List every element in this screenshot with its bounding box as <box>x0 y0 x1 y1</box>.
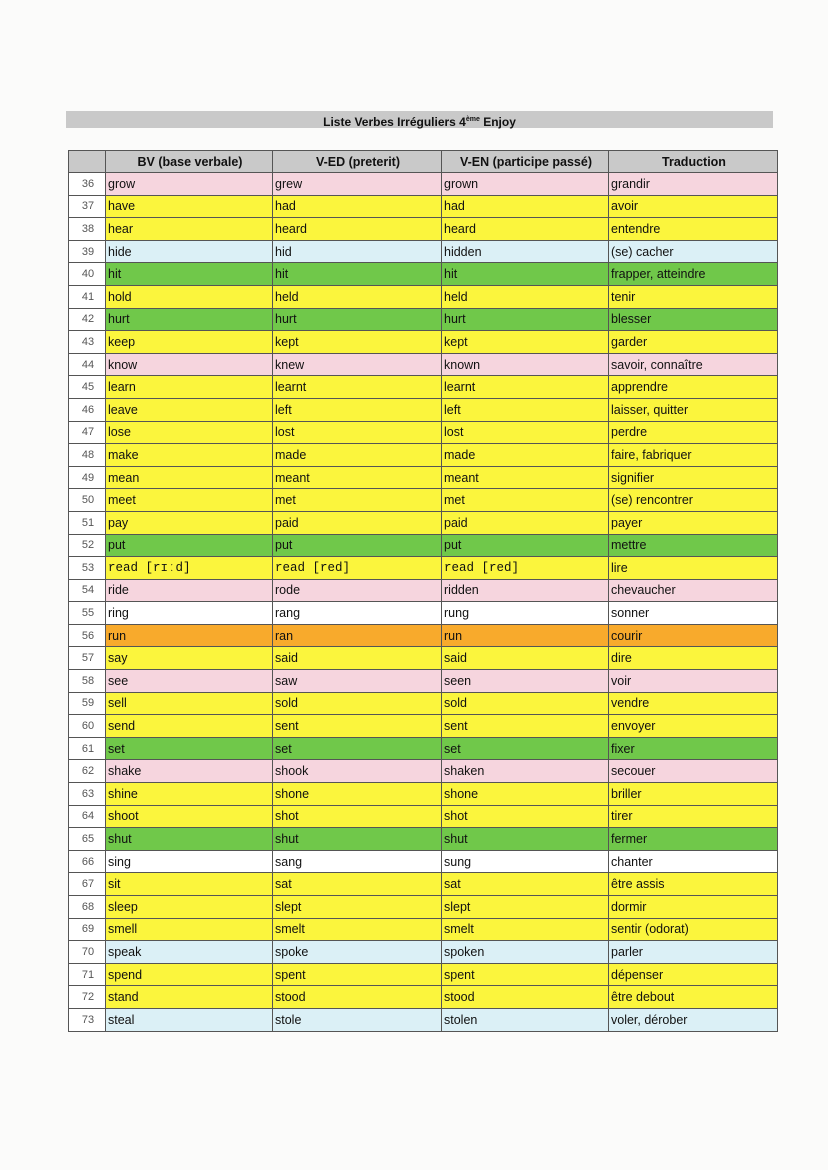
base-verb-cell: hold <box>106 285 273 308</box>
base-verb-cell: sell <box>106 692 273 715</box>
preterit-cell: rode <box>273 579 442 602</box>
base-verb-cell: hear <box>106 218 273 241</box>
past-participle-cell: shut <box>442 828 609 851</box>
base-verb-cell: speak <box>106 941 273 964</box>
past-participle-cell: said <box>442 647 609 670</box>
translation-cell: voir <box>609 670 778 693</box>
translation-cell: blesser <box>609 308 778 331</box>
row-number: 49 <box>69 466 106 489</box>
base-verb-cell: sing <box>106 850 273 873</box>
preterit-cell: hit <box>273 263 442 286</box>
base-verb-cell: meet <box>106 489 273 512</box>
past-participle-cell: learnt <box>442 376 609 399</box>
base-verb-cell: see <box>106 670 273 693</box>
translation-cell: frapper, atteindre <box>609 263 778 286</box>
base-verb-cell: ring <box>106 602 273 625</box>
preterit-cell: put <box>273 534 442 557</box>
title-suffix: Enjoy <box>479 115 516 129</box>
translation-cell: entendre <box>609 218 778 241</box>
past-participle-cell: paid <box>442 511 609 534</box>
past-participle-cell: sung <box>442 850 609 873</box>
table-row <box>69 218 778 241</box>
preterit-cell: learnt <box>273 376 442 399</box>
table-row <box>69 828 778 851</box>
row-number: 41 <box>69 285 106 308</box>
table-row <box>69 986 778 1009</box>
preterit-cell: slept <box>273 896 442 919</box>
past-participle-cell: grown <box>442 173 609 196</box>
base-verb-cell: shoot <box>106 805 273 828</box>
preterit-cell: shook <box>273 760 442 783</box>
past-participle-cell: shot <box>442 805 609 828</box>
translation-cell: lire <box>609 557 778 580</box>
preterit-cell: shot <box>273 805 442 828</box>
translation-cell: chanter <box>609 850 778 873</box>
translation-cell: fermer <box>609 828 778 851</box>
preterit-cell: left <box>273 398 442 421</box>
table-row <box>69 466 778 489</box>
row-number: 59 <box>69 692 106 715</box>
translation-cell: grandir <box>609 173 778 196</box>
row-number: 71 <box>69 963 106 986</box>
base-verb-cell: ride <box>106 579 273 602</box>
base-verb-cell: say <box>106 647 273 670</box>
translation-cell: (se) cacher <box>609 240 778 263</box>
table-row <box>69 444 778 467</box>
table-row <box>69 873 778 896</box>
table-row <box>69 579 778 602</box>
row-number: 73 <box>69 1008 106 1031</box>
table-row <box>69 489 778 512</box>
past-participle-cell: left <box>442 398 609 421</box>
row-number: 63 <box>69 783 106 806</box>
translation-cell: garder <box>609 331 778 354</box>
preterit-cell: made <box>273 444 442 467</box>
past-participle-cell: stolen <box>442 1008 609 1031</box>
table-row <box>69 805 778 828</box>
translation-cell: dormir <box>609 896 778 919</box>
preterit-cell: had <box>273 195 442 218</box>
row-number: 42 <box>69 308 106 331</box>
row-number: 55 <box>69 602 106 625</box>
base-verb-cell: steal <box>106 1008 273 1031</box>
past-participle-cell: sold <box>442 692 609 715</box>
row-number: 39 <box>69 240 106 263</box>
base-verb-cell: put <box>106 534 273 557</box>
row-number: 57 <box>69 647 106 670</box>
translation-cell: secouer <box>609 760 778 783</box>
past-participle-cell: heard <box>442 218 609 241</box>
translation-cell: parler <box>609 941 778 964</box>
translation-cell: (se) rencontrer <box>609 489 778 512</box>
translation-cell: fixer <box>609 737 778 760</box>
preterit-cell: said <box>273 647 442 670</box>
header-past-participle: V-EN (participe passé) <box>442 151 609 173</box>
table-row <box>69 240 778 263</box>
past-participle-cell: stood <box>442 986 609 1009</box>
header-number <box>69 151 106 173</box>
past-participle-cell: meant <box>442 466 609 489</box>
translation-cell: voler, dérober <box>609 1008 778 1031</box>
base-verb-cell: hit <box>106 263 273 286</box>
past-participle-cell: seen <box>442 670 609 693</box>
title-superscript: ème <box>465 116 480 123</box>
past-participle-cell: kept <box>442 331 609 354</box>
preterit-cell: sat <box>273 873 442 896</box>
table-row <box>69 647 778 670</box>
row-number: 40 <box>69 263 106 286</box>
base-verb-cell: shine <box>106 783 273 806</box>
past-participle-cell: hurt <box>442 308 609 331</box>
page-title <box>66 111 773 128</box>
row-number: 64 <box>69 805 106 828</box>
past-participle-cell: put <box>442 534 609 557</box>
past-participle-cell: hit <box>442 263 609 286</box>
table-row <box>69 941 778 964</box>
base-verb-cell: hurt <box>106 308 273 331</box>
header-base-verb: BV (base verbale) <box>106 151 273 173</box>
past-participle-cell: ridden <box>442 579 609 602</box>
preterit-cell: paid <box>273 511 442 534</box>
translation-cell: vendre <box>609 692 778 715</box>
base-verb-cell: make <box>106 444 273 467</box>
row-number: 48 <box>69 444 106 467</box>
translation-cell: faire, fabriquer <box>609 444 778 467</box>
past-participle-cell: lost <box>442 421 609 444</box>
base-verb-cell: spend <box>106 963 273 986</box>
preterit-cell: sold <box>273 692 442 715</box>
past-participle-cell: shaken <box>442 760 609 783</box>
past-participle-cell: spoken <box>442 941 609 964</box>
translation-cell: apprendre <box>609 376 778 399</box>
past-participle-cell: held <box>442 285 609 308</box>
preterit-cell: heard <box>273 218 442 241</box>
table-row <box>69 421 778 444</box>
base-verb-cell: hide <box>106 240 273 263</box>
row-number: 61 <box>69 737 106 760</box>
preterit-cell: spoke <box>273 941 442 964</box>
translation-cell: avoir <box>609 195 778 218</box>
table-row <box>69 557 778 580</box>
past-participle-cell: known <box>442 353 609 376</box>
row-number: 52 <box>69 534 106 557</box>
row-number: 37 <box>69 195 106 218</box>
past-participle-cell: had <box>442 195 609 218</box>
row-number: 45 <box>69 376 106 399</box>
preterit-cell: shone <box>273 783 442 806</box>
base-verb-cell: shut <box>106 828 273 851</box>
table-row <box>69 918 778 941</box>
past-participle-cell: run <box>442 624 609 647</box>
base-verb-cell: smell <box>106 918 273 941</box>
past-participle-cell: spent <box>442 963 609 986</box>
table-header-row <box>69 151 778 173</box>
translation-cell: envoyer <box>609 715 778 738</box>
table-row <box>69 195 778 218</box>
preterit-cell: read [red] <box>273 557 442 580</box>
preterit-cell: kept <box>273 331 442 354</box>
row-number: 69 <box>69 918 106 941</box>
preterit-cell: hurt <box>273 308 442 331</box>
preterit-cell: meant <box>273 466 442 489</box>
translation-cell: chevaucher <box>609 579 778 602</box>
table-row <box>69 850 778 873</box>
table-row <box>69 737 778 760</box>
preterit-cell: hid <box>273 240 442 263</box>
table-row <box>69 1008 778 1031</box>
table-row <box>69 511 778 534</box>
translation-cell: laisser, quitter <box>609 398 778 421</box>
table-row <box>69 963 778 986</box>
table-row <box>69 760 778 783</box>
base-verb-cell: lose <box>106 421 273 444</box>
row-number: 60 <box>69 715 106 738</box>
past-participle-cell: made <box>442 444 609 467</box>
row-number: 68 <box>69 896 106 919</box>
preterit-cell: spent <box>273 963 442 986</box>
past-participle-cell: read [red] <box>442 557 609 580</box>
past-participle-cell: hidden <box>442 240 609 263</box>
preterit-cell: knew <box>273 353 442 376</box>
base-verb-cell: stand <box>106 986 273 1009</box>
translation-cell: tenir <box>609 285 778 308</box>
base-verb-cell: shake <box>106 760 273 783</box>
row-number: 50 <box>69 489 106 512</box>
table-row <box>69 173 778 196</box>
irregular-verbs-table <box>68 150 778 1032</box>
preterit-cell: held <box>273 285 442 308</box>
table-row <box>69 534 778 557</box>
base-verb-cell: sit <box>106 873 273 896</box>
preterit-cell: smelt <box>273 918 442 941</box>
row-number: 70 <box>69 941 106 964</box>
row-number: 46 <box>69 398 106 421</box>
past-participle-cell: smelt <box>442 918 609 941</box>
past-participle-cell: sent <box>442 715 609 738</box>
base-verb-cell: set <box>106 737 273 760</box>
row-number: 38 <box>69 218 106 241</box>
translation-cell: savoir, connaître <box>609 353 778 376</box>
base-verb-cell: pay <box>106 511 273 534</box>
base-verb-cell: know <box>106 353 273 376</box>
table-row <box>69 285 778 308</box>
past-participle-cell: met <box>442 489 609 512</box>
preterit-cell: ran <box>273 624 442 647</box>
translation-cell: dépenser <box>609 963 778 986</box>
preterit-cell: shut <box>273 828 442 851</box>
header-translation: Traduction <box>609 151 778 173</box>
translation-cell: signifier <box>609 466 778 489</box>
preterit-cell: lost <box>273 421 442 444</box>
translation-cell: sonner <box>609 602 778 625</box>
preterit-cell: rang <box>273 602 442 625</box>
table-row <box>69 331 778 354</box>
translation-cell: briller <box>609 783 778 806</box>
table-row <box>69 263 778 286</box>
base-verb-cell: mean <box>106 466 273 489</box>
row-number: 72 <box>69 986 106 1009</box>
base-verb-cell: learn <box>106 376 273 399</box>
table-row <box>69 670 778 693</box>
base-verb-cell: read [rɪːd] <box>106 557 273 580</box>
row-number: 53 <box>69 557 106 580</box>
row-number: 36 <box>69 173 106 196</box>
row-number: 51 <box>69 511 106 534</box>
base-verb-cell: run <box>106 624 273 647</box>
past-participle-cell: shone <box>442 783 609 806</box>
translation-cell: mettre <box>609 534 778 557</box>
base-verb-cell: have <box>106 195 273 218</box>
row-number: 54 <box>69 579 106 602</box>
row-number: 47 <box>69 421 106 444</box>
past-participle-cell: set <box>442 737 609 760</box>
preterit-cell: saw <box>273 670 442 693</box>
preterit-cell: set <box>273 737 442 760</box>
title-main: Liste Verbes Irréguliers 4 <box>323 115 466 129</box>
table-row <box>69 624 778 647</box>
base-verb-cell: send <box>106 715 273 738</box>
table-row <box>69 783 778 806</box>
translation-cell: perdre <box>609 421 778 444</box>
row-number: 67 <box>69 873 106 896</box>
translation-cell: sentir (odorat) <box>609 918 778 941</box>
row-number: 58 <box>69 670 106 693</box>
preterit-cell: sang <box>273 850 442 873</box>
table-row <box>69 376 778 399</box>
base-verb-cell: sleep <box>106 896 273 919</box>
preterit-cell: met <box>273 489 442 512</box>
table-row <box>69 715 778 738</box>
translation-cell: dire <box>609 647 778 670</box>
table-row <box>69 308 778 331</box>
row-number: 56 <box>69 624 106 647</box>
table-body <box>69 173 778 1032</box>
translation-cell: tirer <box>609 805 778 828</box>
table-row <box>69 602 778 625</box>
preterit-cell: grew <box>273 173 442 196</box>
table-row <box>69 353 778 376</box>
base-verb-cell: grow <box>106 173 273 196</box>
past-participle-cell: rung <box>442 602 609 625</box>
base-verb-cell: leave <box>106 398 273 421</box>
header-preterit: V-ED (preterit) <box>273 151 442 173</box>
preterit-cell: stood <box>273 986 442 1009</box>
past-participle-cell: slept <box>442 896 609 919</box>
translation-cell: courir <box>609 624 778 647</box>
row-number: 44 <box>69 353 106 376</box>
preterit-cell: sent <box>273 715 442 738</box>
table-row <box>69 896 778 919</box>
base-verb-cell: keep <box>106 331 273 354</box>
table-row <box>69 692 778 715</box>
row-number: 66 <box>69 850 106 873</box>
translation-cell: être assis <box>609 873 778 896</box>
row-number: 65 <box>69 828 106 851</box>
table-row <box>69 398 778 421</box>
row-number: 43 <box>69 331 106 354</box>
row-number: 62 <box>69 760 106 783</box>
past-participle-cell: sat <box>442 873 609 896</box>
translation-cell: être debout <box>609 986 778 1009</box>
preterit-cell: stole <box>273 1008 442 1031</box>
translation-cell: payer <box>609 511 778 534</box>
